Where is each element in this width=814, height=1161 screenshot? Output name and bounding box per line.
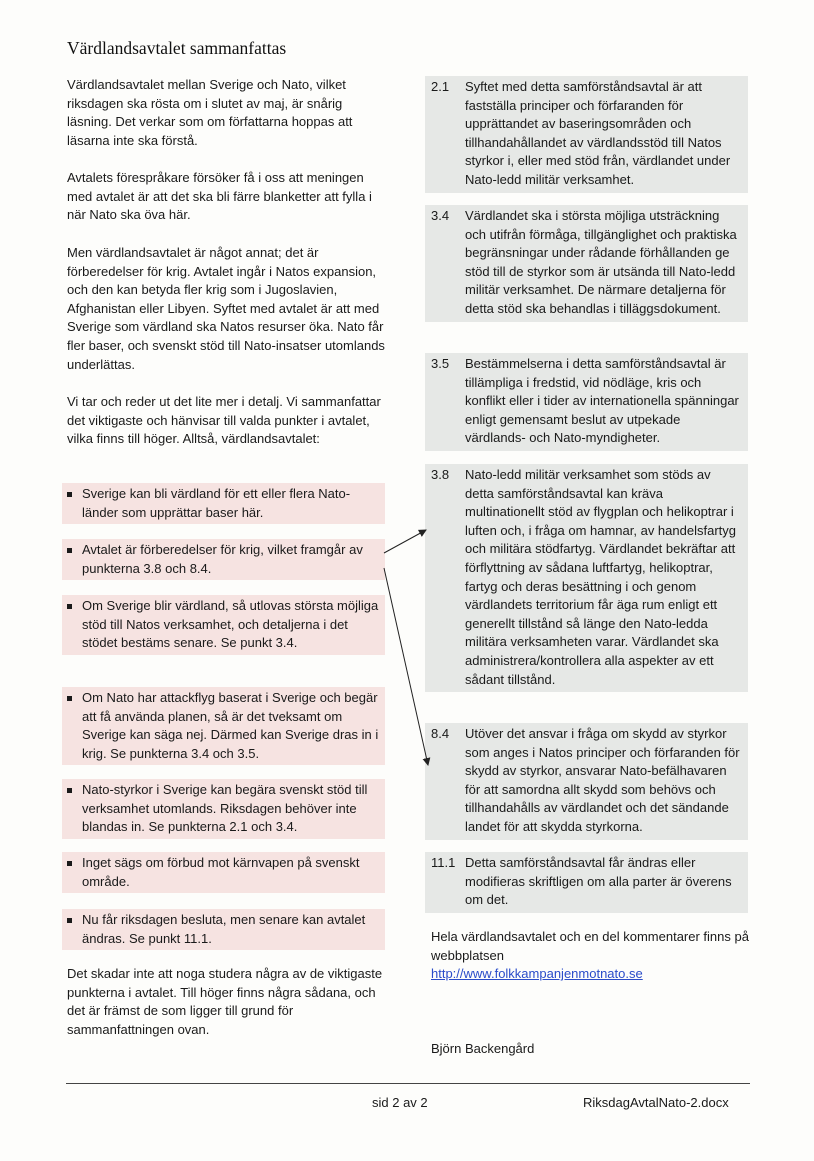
footer-divider bbox=[66, 1083, 750, 1084]
paragraph-blanketter: Avtalets förespråkare försöker få i oss att meningen med avtalet är att det ska bli färre blanketter att fylla i när Nato ska öva här. bbox=[67, 170, 372, 223]
bullet-text: Avtalet är förberedelser för krig, vilket framgår av punkterna 3.8 och 8.4. bbox=[82, 542, 363, 576]
paragraph-krig: Men värdlandsavtalet är något annat; det är förberedelser för krig. Avtalet ingår i Natos expansion, och den kan betyda fler krig som i Jugoslavien, Afghanistan eller Libyen. Syftet med avtalet är att med Sverige som värdland ska Natos resurser öka. Nato får fler baser, och svenskt stöd till Nato-insatser utomlands underlättas. bbox=[67, 245, 385, 372]
clause-number: 3.5 bbox=[431, 356, 450, 371]
author-name: Björn Backengård bbox=[431, 1041, 535, 1056]
clause-text: Nato-ledd militär verksamhet som stöds av detta samförståndsavtal kan kräva multinationellt stöd av flygplan och helikoptrar i luften och, i fråga om hamnar, av handelsfartyg och militära stödfartyg. Värdlandet bekräftar att förflyttning av sådana luftfartyg, helikoptrar, fartyg och deras besättning i och genom värdlandets territorium får äga rum enligt ett generellt tillstånd så länge den Nato-ledda militära verksamheten varar. Värdlandet ska administrera/kontrollera alla aspekter av ett sådant tillstånd. bbox=[465, 467, 736, 687]
clause-number: 3.4 bbox=[431, 208, 450, 223]
clause-number: 2.1 bbox=[431, 79, 450, 94]
clause-text: Syftet med detta samförståndsavtal är att fastställa principer och förfaranden för upprättandet av baseringsområden och tillhandahållandet av värdlandsstöd till Natos styrkor i, eller med stöd från, värdlandet under Nato-ledd militär verksamhet. bbox=[465, 79, 731, 187]
page-title: Värdlandsavtalet sammanfattas bbox=[67, 38, 287, 58]
clause-text: Bestämmelserna i detta samförståndsavtal är tillämpliga i fredstid, vid nödläge, kris och konflikt eller i tider av internationella spänningar enligt gemensamt beslut av utpekade värdlands- och Nato-myndigheter. bbox=[465, 356, 739, 446]
clause-text: Detta samförståndsavtal får ändras eller modifieras skriftligen om alla parter är överens om det. bbox=[465, 855, 732, 908]
arrow-to-8-4 bbox=[384, 568, 428, 765]
clause-number: 3.8 bbox=[431, 467, 450, 482]
intro-paragraph: Värdlandsavtalet mellan Sverige och Nato, vilket riksdagen ska rösta om i slutet av maj, är snårig läsning. Det verkar som om författarna hoppas att läsarna inte ska förstå. bbox=[67, 77, 353, 148]
website-link[interactable]: http://www.folkkampanjenmotnato.se bbox=[431, 966, 643, 982]
bullet-text: Nato-styrkor i Sverige kan begära svenskt stöd till verksamhet utomlands. Riksdagen behöver inte blandas in. Se punkterna 2.1 och 3.4. bbox=[82, 782, 368, 835]
file-name: RiksdagAvtalNato-2.docx bbox=[583, 1095, 729, 1110]
bullet-text: Nu får riksdagen besluta, men senare kan avtalet ändras. Se punkt 11.1. bbox=[82, 912, 366, 946]
clause-text: Utöver det ansvar i fråga om skydd av styrkor som anges i Natos principer och förfaranden för skydd av styrkor, ansvarar Nato-befälhavaren för att samordna allt skydd som behövs och tillhandahålls av värdlandet och det sändande landet för att skydda styrkorna. bbox=[465, 726, 740, 834]
paragraph-detalj: Vi tar och reder ut det lite mer i detalj. Vi sammanfattar det viktigaste och hänvisar till valda punkter i avtalet, vilka finns till höger. Alltså, värdlandsavtalet: bbox=[67, 394, 381, 447]
clause-text: Värdlandet ska i största möjliga utsträckning och utifrån förmåga, tillgänglighet och praktiska begränsningar under rådande förhållanden ge stöd till de styrkor som är utsända till Nato-ledd militär verksamhet. De närmare detaljerna för detta stöd ska behandlas i tilläggsdokument. bbox=[465, 208, 737, 316]
clause-number: 8.4 bbox=[431, 726, 450, 741]
bullet-text: Sverige kan bli värdland för ett eller flera Nato-länder som upprättar baser här. bbox=[82, 486, 351, 520]
clause-number: 11.1 bbox=[431, 855, 456, 870]
bullet-text: Om Nato har attackflyg baserat i Sverige och begär att få använda planen, så är det tveksamt om Sverige kan säga nej. Därmed kan Sverige dras in i krig. Se punkterna 3.4 och 3.5. bbox=[82, 690, 379, 761]
info-text: Hela värdlandsavtalet och en del kommentarer finns på webbplatsen bbox=[431, 929, 749, 963]
arrow-to-3-8 bbox=[384, 530, 426, 553]
bullet-text: Om Sverige blir värdland, så utlovas största möjliga stöd till Natos verksamhet, och detaljerna i det stödet bestäms senare. Se punkt 3.4. bbox=[82, 598, 379, 651]
closing-paragraph: Det skadar inte att noga studera några av de viktigaste punkterna i avtalet. Till höger finns några sådana, och det är främst de som ligger till grund för sammanfattningen ovan. bbox=[67, 966, 383, 1037]
page-number: sid 2 av 2 bbox=[372, 1095, 428, 1110]
bullet-text: Inget sägs om förbud mot kärnvapen på svenskt område. bbox=[82, 855, 360, 889]
